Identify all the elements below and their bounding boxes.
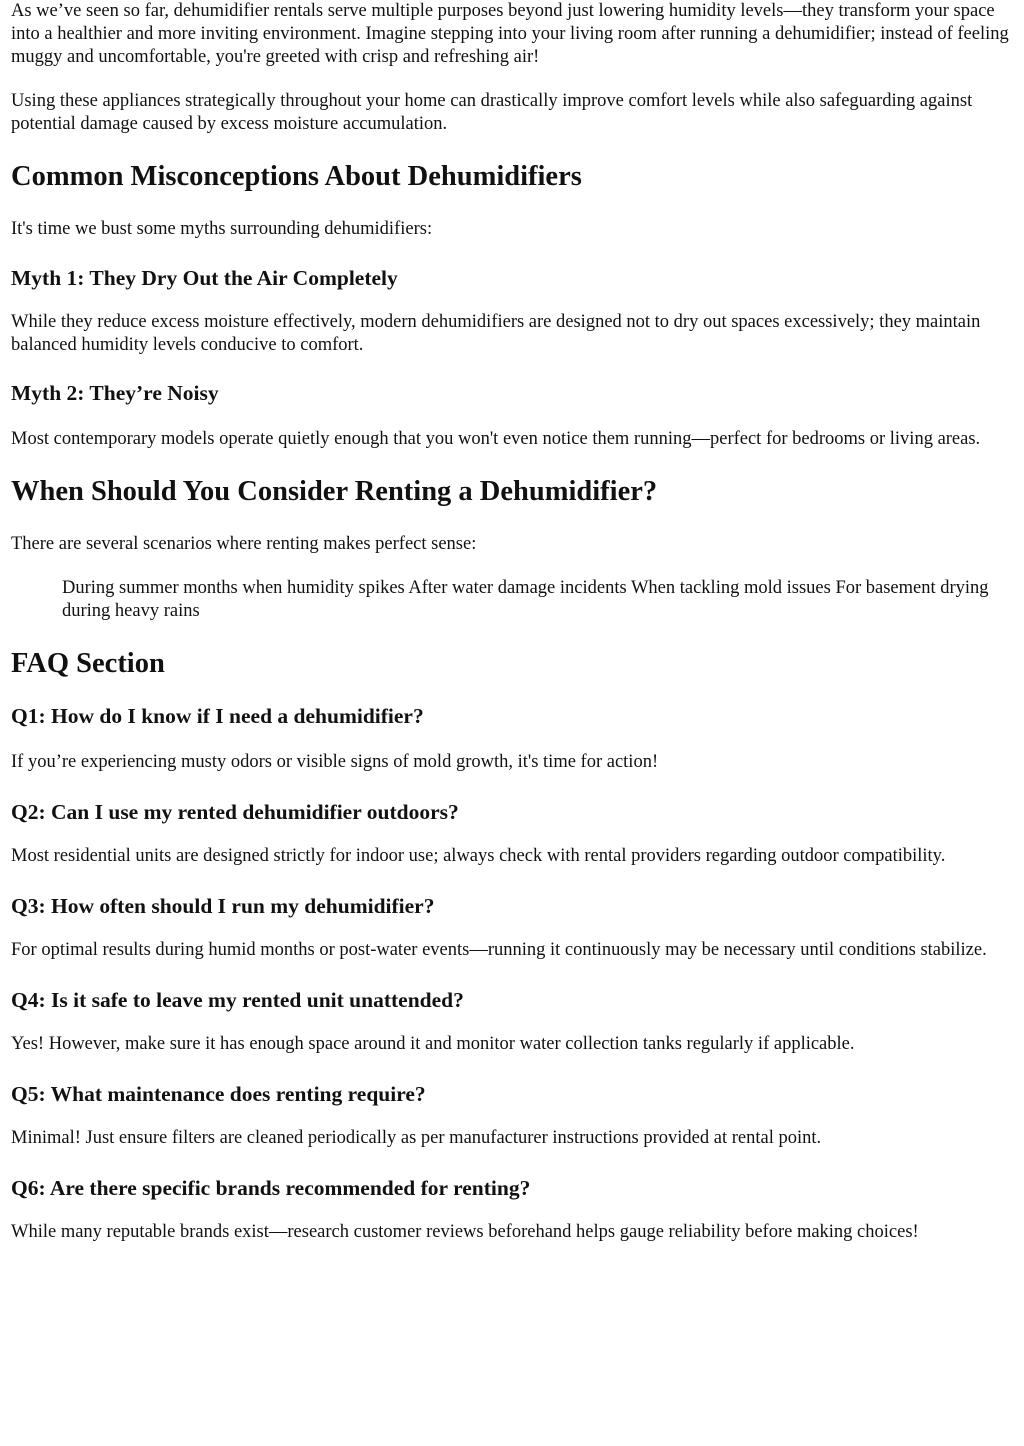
- faq-question: Q2: Can I use my rented dehumidifier outdoors?: [11, 800, 459, 824]
- renting-intro: There are several scenarios where renting makes perfect sense:: [11, 534, 477, 554]
- faq-question: Q3: How often should I run my dehumidifier?: [11, 894, 435, 918]
- faq-question: Q4: Is it safe to leave my rented unit unattended?: [11, 988, 464, 1012]
- myth-heading: Myth 1: They Dry Out the Air Completely: [11, 266, 398, 290]
- myth-text: Most contemporary models operate quietly enough that you won't even notice them running—perfect for bedrooms or living areas.: [11, 429, 981, 449]
- faq-answer: Most residential units are designed strictly for indoor use; always check with rental providers regarding outdoor compatibility.: [11, 846, 946, 866]
- faq-answer: For optimal results during humid months or post-water events—running it continuously may be necessary until conditions stabilize.: [11, 940, 987, 960]
- faq-question: Q5: What maintenance does renting require?: [11, 1082, 426, 1106]
- renting-heading: When Should You Consider Renting a Dehumidifier?: [11, 476, 658, 507]
- faq-question: Q1: How do I know if I need a dehumidifier?: [11, 704, 424, 728]
- intro-paragraph: As we’ve seen so far, dehumidifier rentals serve multiple purposes beyond just lowering humidity levels—they transform your space into a healthier and more inviting environment. Imagine stepping into your living room after running a dehumidifier; instead of feeling muggy and uncomfortable, you're greeted with crisp and refreshing air!: [11, 1, 1009, 67]
- faq-question: Q6: Are there specific brands recommended for renting?: [11, 1176, 531, 1200]
- faq-answer: Minimal! Just ensure filters are cleaned periodically as per manufacturer instructions provided at rental point.: [11, 1128, 822, 1148]
- misconceptions-intro: It's time we bust some myths surrounding dehumidifiers:: [11, 219, 433, 239]
- faq-heading: FAQ Section: [11, 648, 165, 679]
- misconceptions-heading: Common Misconceptions About Dehumidifiers: [11, 161, 582, 192]
- faq-answer: Yes! However, make sure it has enough space around it and monitor water collection tanks regularly if applicable.: [11, 1034, 855, 1054]
- myth-heading: Myth 2: They’re Noisy: [11, 381, 219, 405]
- faq-answer: While many reputable brands exist—research customer reviews beforehand helps gauge reliability before making choices!: [11, 1222, 919, 1242]
- myth-text: While they reduce excess moisture effectively, modern dehumidifiers are designed not to dry out spaces excessively; they maintain balanced humidity levels conducive to comfort.: [11, 312, 981, 355]
- intro-paragraph: Using these appliances strategically throughout your home can drastically improve comfort levels while also safeguarding against potential damage caused by excess moisture accumulation.: [11, 91, 973, 134]
- faq-answer: If you’re experiencing musty odors or visible signs of mold growth, it's time for action!: [11, 752, 659, 772]
- renting-scenarios: During summer months when humidity spikes After water damage incidents When tackling mold issues For basement drying during heavy rains: [62, 578, 989, 621]
